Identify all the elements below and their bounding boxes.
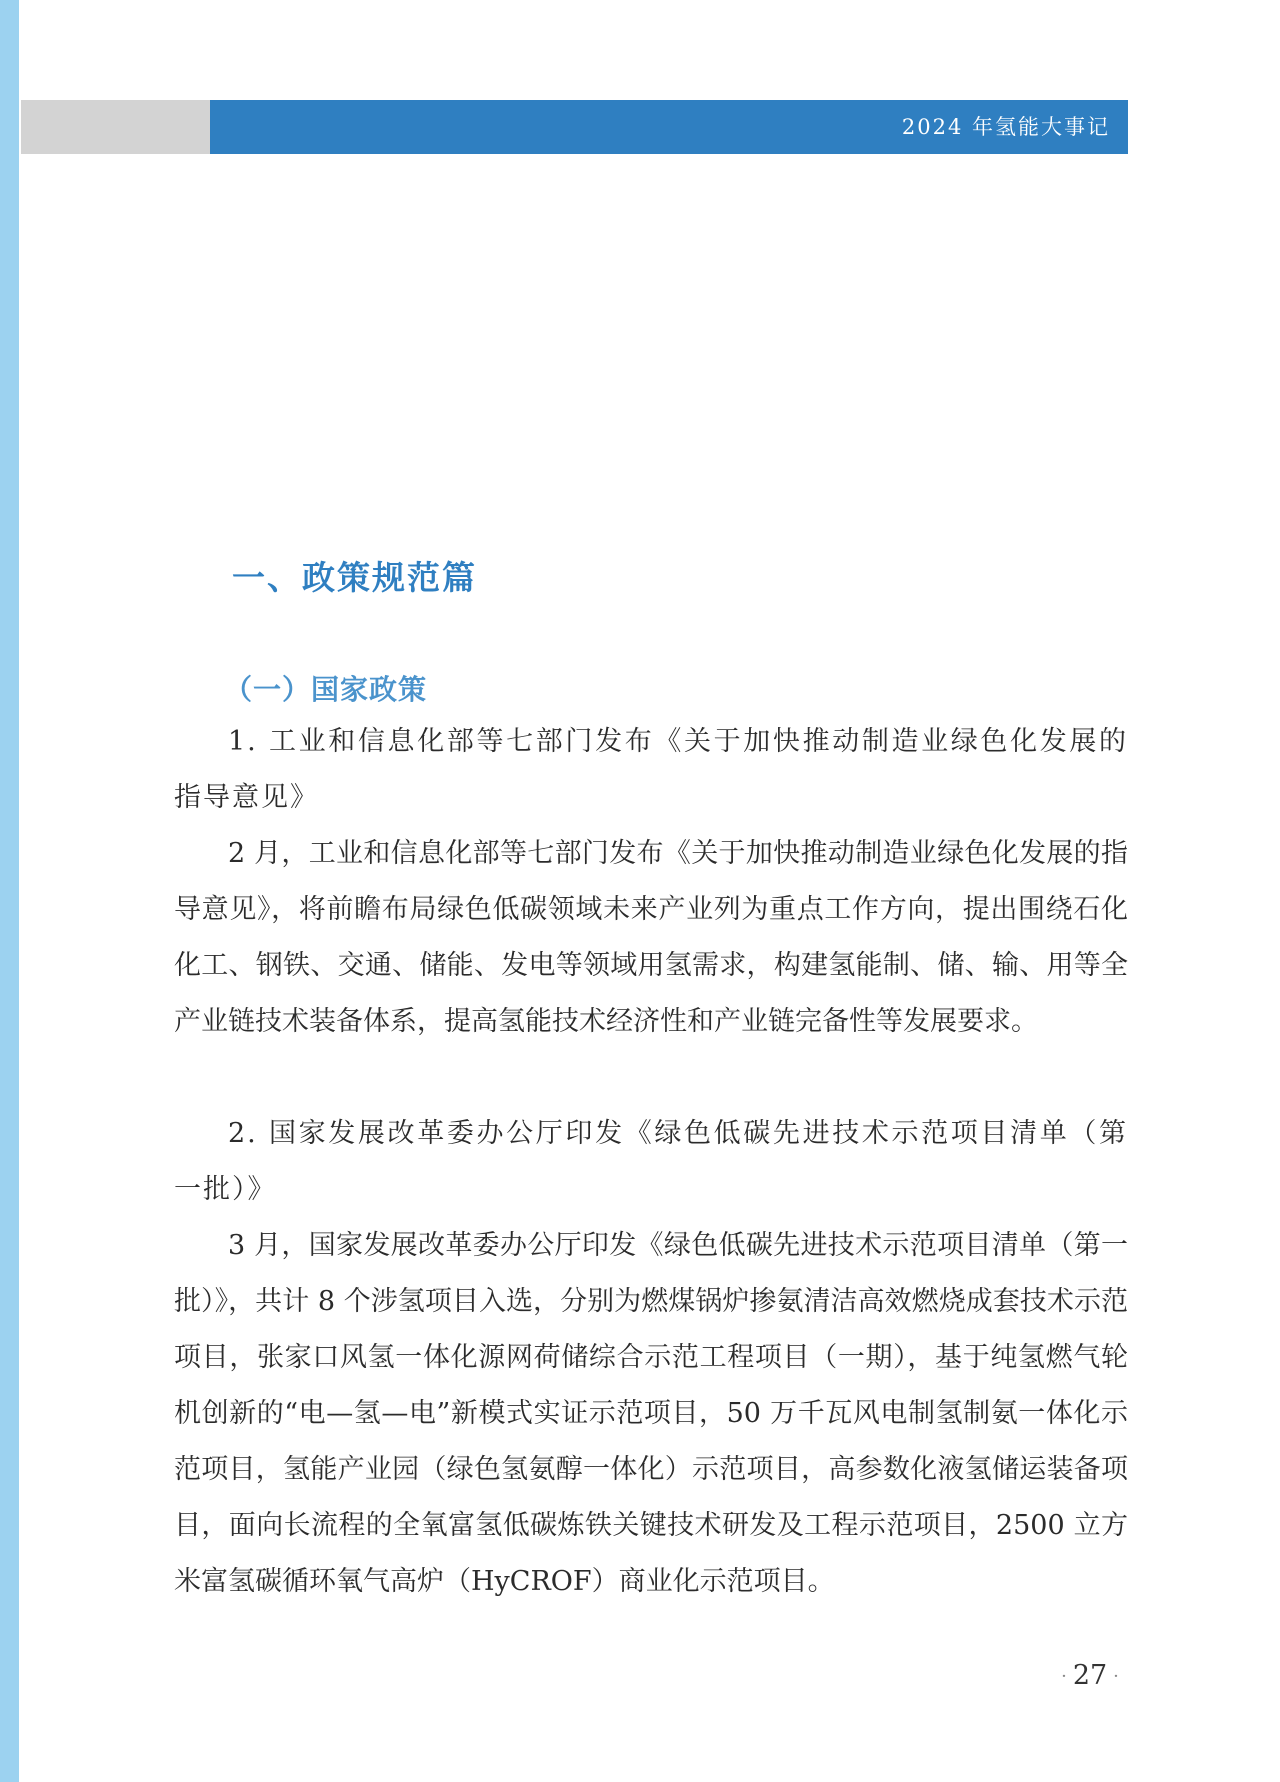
item-2-title: 2. 国家发展改革委办公厅印发《绿色低碳先进技术示范项目清单（第一批）》 <box>174 1118 1128 1205</box>
page-number-value: 27 <box>1072 1660 1108 1691</box>
item-2-body: 3 月，国家发展改革委办公厅印发《绿色低碳先进技术示范项目清单（第一批）》，共计 8 个涉氢项目入选，分别为燃煤锅炉掺氨清洁高效燃烧成套技术示范项目，张家口风氢一体化源网荷储综合示范工程项目（一期），基于纯氢燃气轮机创新的“电—氢—电”新模式实证示范项目，50 万千瓦风电制氢制氨一体化示范项目，氢能产业园（绿色氢氨醇一体化）示范项目，高参数化液氢储运装备项目，面向长流程的全氧富氢低碳炼铁关键技术研发及工程示范项目，2500 立方米富氢碳循环氧气高炉（HyCROF）商业化示范项目。 <box>174 1230 1128 1597</box>
item-1-body: 2 月，工业和信息化部等七部门发布《关于加快推动制造业绿色化发展的指导意见》，将前瞻布局绿色低碳领域未来产业列为重点工作方向，提出围绕石化化工、钢铁、交通、储能、发电等领域用氢需求，构建氢能制、储、输、用等全产业链技术装备体系，提高氢能技术经济性和产业链完备性等发展要求。 <box>174 838 1128 1037</box>
item-1-title: 1. 工业和信息化部等七部门发布《关于加快推动制造业绿色化发展的指导意见》 <box>174 726 1128 813</box>
header-banner <box>210 100 1128 154</box>
section-subheading: （一）国家政策 <box>224 673 428 706</box>
left-edge-stripe <box>0 0 19 1782</box>
page-number <box>1040 1660 1140 1691</box>
header-gray-bar <box>21 100 210 154</box>
page-number-dot-right: · <box>1113 1666 1119 1687</box>
page-number-dot-left: · <box>1061 1666 1067 1687</box>
section-heading: 一、政策规范篇 <box>232 558 477 597</box>
header-title: 2024 年氢能大事记 <box>901 115 1110 139</box>
